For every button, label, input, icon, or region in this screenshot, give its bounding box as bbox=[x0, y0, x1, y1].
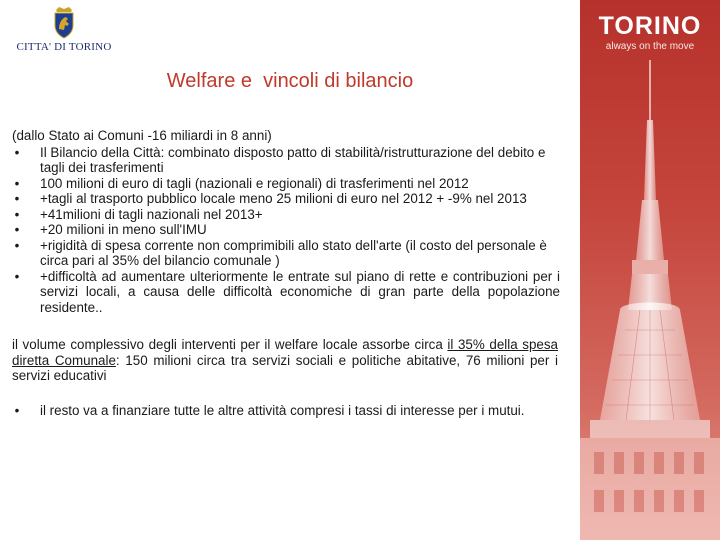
city-logo bbox=[14, 6, 114, 58]
intro-text: (dallo Stato ai Comuni -16 miliardi in 8 anni) bbox=[12, 128, 272, 143]
bullet-dot: • bbox=[14, 237, 20, 253]
bullet-text: +20 milioni in meno sull'IMU bbox=[40, 222, 207, 237]
list-item bbox=[12, 145, 560, 176]
summary-paragraph bbox=[12, 337, 560, 384]
bullet-text: +rigidità di spesa corrente non comprimibili allo stato dell'arte (il costo del personale è circa pari al 35% del bilancio comunale ) bbox=[40, 237, 547, 268]
bullet-dot: • bbox=[14, 206, 20, 222]
list-item bbox=[12, 176, 560, 192]
slide-content bbox=[12, 128, 560, 418]
bullet-text: +41milioni di tagli nazionali nel 2013+ bbox=[40, 206, 263, 222]
brand-logo bbox=[580, 12, 720, 52]
list-item bbox=[12, 403, 560, 419]
list-item bbox=[12, 269, 560, 316]
summary-text-end: : 150 milioni circa tra servizi sociali e politiche abitative, 76 milioni per i servizi educativi bbox=[12, 352, 558, 383]
bullet-dot: • bbox=[14, 175, 20, 191]
bullet-dot: • bbox=[14, 144, 20, 160]
bullet-dot: • bbox=[14, 402, 20, 418]
brand-name: TORINO bbox=[598, 12, 702, 40]
summary-text-start: il volume complessivo degli interventi per il welfare locale assorbe circa bbox=[12, 337, 448, 352]
brand-panel bbox=[580, 0, 720, 540]
list-item bbox=[12, 238, 560, 269]
bullet-dot: • bbox=[14, 191, 20, 206]
city-name: CITTA' DI TORINO bbox=[16, 41, 112, 53]
bullet-dot: • bbox=[14, 268, 20, 284]
bullet-list bbox=[12, 145, 560, 316]
list-item bbox=[12, 207, 560, 223]
brand-tagline: always on the move bbox=[605, 41, 695, 52]
summary-underlined-text: il 35% della spesa diretta Comunale bbox=[12, 337, 559, 368]
bullet-text: +tagli al trasporto pubblico locale meno 25 milioni di euro nel 2012 + -9% nel 2013 bbox=[40, 191, 527, 206]
final-bullet-list bbox=[12, 403, 560, 419]
bullet-text: 100 milioni di euro di tagli (nazionali e regionali) di trasferimenti nel 2012 bbox=[40, 175, 469, 191]
mole-antonelliana-image bbox=[580, 60, 720, 540]
bullet-text: +difficoltà ad aumentare ulteriormente le entrate sul piano di rette e contribuzioni per i servizi locali, a causa delle difficoltà economiche di gran parte della popolazione residente.. bbox=[40, 268, 560, 315]
list-item bbox=[12, 222, 560, 238]
bullet-text: Il Bilancio della Città: combinato disposto patto di stabilità/ristrutturazione del debito e tagli dei trasferimenti bbox=[40, 144, 546, 175]
slide-title: Welfare e vincoli di bilancio bbox=[166, 70, 414, 92]
bullet-dot: • bbox=[14, 222, 20, 237]
bullet-text: il resto va a finanziare tutte le altre attività compresi i tassi di interesse per i mutui. bbox=[40, 402, 525, 418]
city-crest-icon bbox=[47, 6, 81, 40]
list-item bbox=[12, 191, 560, 207]
